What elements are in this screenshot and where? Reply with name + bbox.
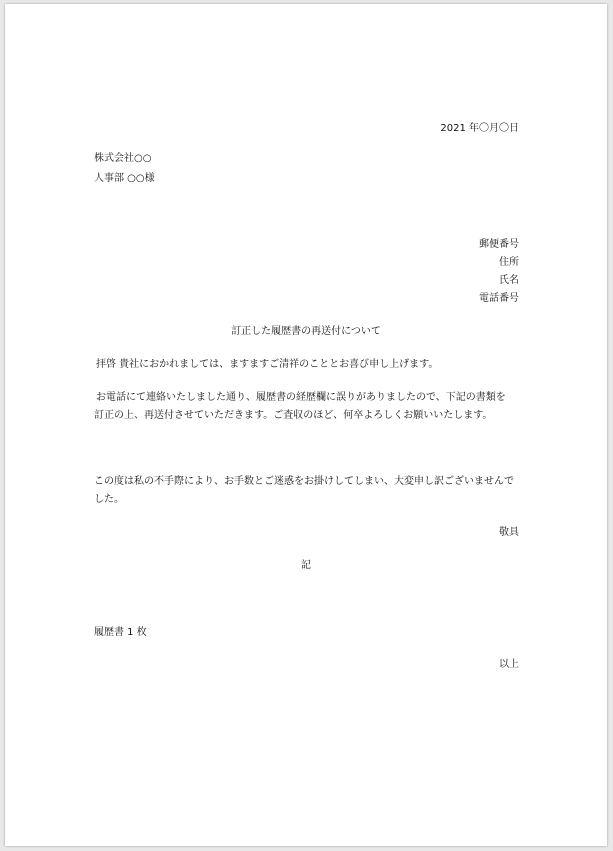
recipient-company: 株式会社○○ (94, 153, 152, 164)
recipient-department: 人事部 ○○様 (94, 173, 155, 184)
end-mark-ijou: 以上 (499, 659, 519, 670)
closing-keigu: 敬具 (499, 527, 519, 538)
document-page (5, 4, 607, 846)
letter-date: 2021 年〇月〇日 (440, 123, 519, 134)
sender-phone: 電話番号 (479, 293, 519, 304)
sender-address: 住所 (499, 257, 519, 268)
apology-line-2: した。 (94, 494, 124, 505)
ki-heading: 記 (301, 560, 311, 571)
body-line-1: お電話にて連絡いたしました通り、履歴書の経歴欄に誤りがありましたので、下記の書類を (96, 392, 506, 403)
letter-subject: 訂正した履歴書の再送付について (231, 326, 381, 337)
enclosure-item: 履歴書 1 枚 (94, 627, 147, 638)
body-line-2: 訂正の上、再送付させていただきます。ご査収のほど、何卒よろしくお願いいたします。 (94, 410, 493, 421)
apology-line-1: この度は私の不手際により、お手数とご迷惑をお掛けしてしまい、大変申し訳ございませんで (94, 476, 514, 487)
sender-postal-code: 郵便番号 (479, 239, 519, 250)
letter-greeting: 拝啓 貴社におかれましては、ますますご清祥のこととお喜び申し上げます。 (96, 359, 439, 370)
sender-name: 氏名 (499, 275, 519, 286)
